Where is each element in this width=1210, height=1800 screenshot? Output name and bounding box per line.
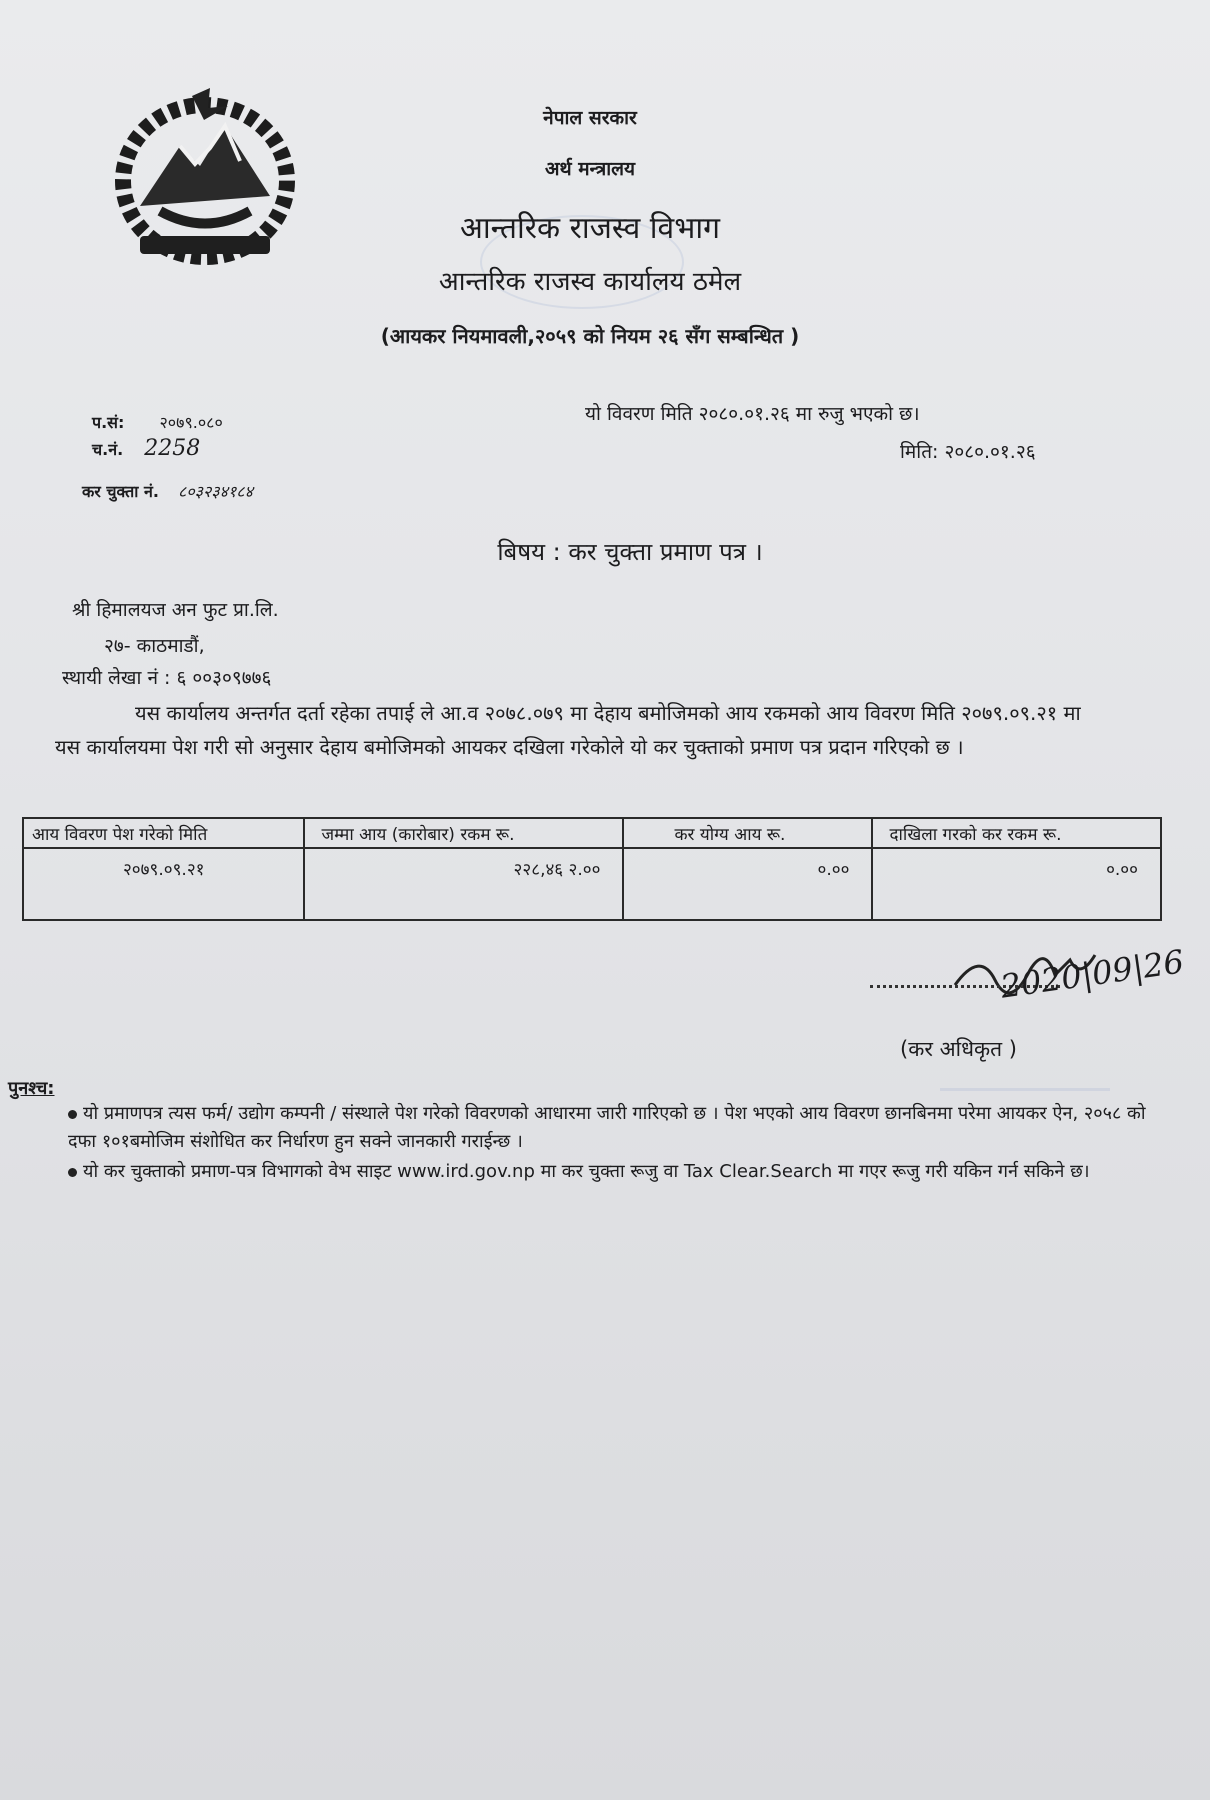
col-total-income: जम्मा आय (कारोबार) रकम रू. bbox=[304, 818, 623, 848]
department-title: आन्तरिक राजस्व विभाग bbox=[459, 211, 720, 246]
table-header-row bbox=[23, 818, 1161, 848]
officer-title: (कर अधिकृत ) bbox=[900, 1037, 1017, 1061]
signature-date: 2020|09|26 bbox=[998, 942, 1187, 1006]
tax-summary-table bbox=[22, 817, 1162, 921]
subject-line: बिषय : कर चुक्ता प्रमाण पत्र । bbox=[497, 538, 763, 566]
validity-note: यो विवरण मिति २०८०.०१.२६ मा रुजु भएको छ। bbox=[585, 403, 920, 425]
officer-stamp bbox=[940, 1062, 1110, 1091]
cert-label: कर चुक्ता नं. bbox=[82, 482, 159, 501]
col-filing-date: आय विवरण पेश गरेको मिति bbox=[23, 818, 304, 848]
ministry-title: अर्थ मन्त्रालय bbox=[544, 158, 636, 180]
note-text-2: यो कर चुक्ताको प्रमाण-पत्र विभागको वेभ साइट www.ird.gov.np मा कर चुक्ता रूजु वा Tax Clear.Search मा गएर रूजु गरी यकिन गर्न सकिने छ। bbox=[83, 1161, 1090, 1182]
issue-date: मिति: २०८०.०१.२६ bbox=[900, 441, 1036, 463]
bullet-icon bbox=[68, 1110, 77, 1119]
cert-value: ८०३२३४१८४ bbox=[178, 482, 253, 501]
government-title: नेपाल सरकार bbox=[543, 107, 637, 129]
recipient-address: २७- काठमाडौं, bbox=[104, 635, 205, 657]
reference-cn bbox=[92, 436, 200, 461]
cell-filing-date: २०७९.०९.२१ bbox=[23, 848, 304, 920]
ps-label: प.सं: bbox=[92, 413, 125, 432]
nepal-emblem-logo bbox=[100, 86, 310, 276]
cell-taxable-income: ०.०० bbox=[623, 848, 872, 920]
note-item-1 bbox=[68, 1100, 1158, 1156]
rule-reference: (आयकर नियमावली,२०५९ को नियम २६ सँग सम्बन्धित ) bbox=[380, 324, 800, 348]
recipient-name: श्री हिमालयज अन फुट प्रा.लि. bbox=[72, 599, 279, 621]
bullet-icon bbox=[68, 1168, 77, 1177]
note-item-2 bbox=[68, 1158, 1158, 1186]
ps-value: २०७९.०८० bbox=[159, 413, 223, 432]
table-row bbox=[23, 848, 1161, 920]
body-paragraph: यस कार्यालय अन्तर्गत दर्ता रहेका तपाई ले आ.व २०७८.०७९ मा देहाय बमोजिमको आय रकमको आय विवरण मिति २०७९.०९.२१ मा यस कार्यालयमा पेश गरी सो अनुसार देहाय बमोजिमको आयकर दखिला गरेकोले यो कर चुक्ताको प्रमाण पत्र प्रदान गरिएको छ । bbox=[55, 701, 1081, 759]
col-taxable-income: कर योग्य आय रू. bbox=[623, 818, 872, 848]
reference-cert bbox=[82, 480, 253, 502]
office-title: आन्तरिक राजस्व कार्यालय ठमेल bbox=[438, 267, 742, 297]
reference-ps bbox=[92, 411, 223, 433]
cn-value: 2258 bbox=[144, 436, 201, 461]
postscript-label: पुनश्च: bbox=[8, 1078, 55, 1099]
recipient-pan: स्थायी लेखा नं : ६ ००३०९७७६ bbox=[62, 667, 272, 689]
col-tax-paid: दाखिला गरको कर रकम रू. bbox=[872, 818, 1161, 848]
cn-label: च.नं. bbox=[92, 440, 124, 459]
cell-total-income: २२८,४६ २.०० bbox=[304, 848, 623, 920]
note-text-1: यो प्रमाणपत्र त्यस फर्म/ उद्योग कम्पनी / संस्थाले पेश गरेको विवरणको आधारमा जारी गारिएको छ । पेश भएको आय विवरण छानबिनमा परेमा आयकर ऐन, २०५८ को दफा १०१बमोजिम संशोधित कर निर्धारण हुन सक्ने जानकारी गराईन्छ । bbox=[68, 1103, 1146, 1152]
cell-tax-paid: ०.०० bbox=[872, 848, 1161, 920]
